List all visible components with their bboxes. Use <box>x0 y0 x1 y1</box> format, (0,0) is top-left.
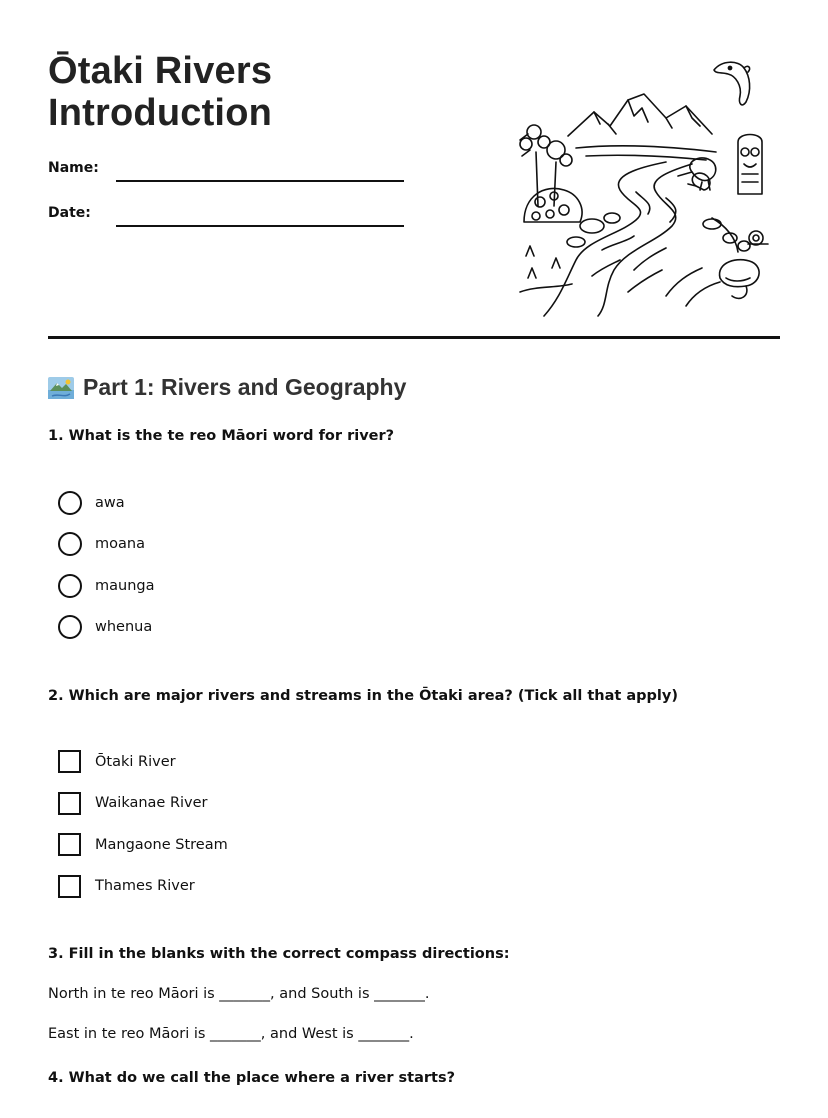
question-1-text: 1. What is the te reo Māori word for river? <box>48 428 395 444</box>
question-3-text: 3. Fill in the blanks with the correct compass directions: <box>48 946 510 962</box>
section-title <box>48 374 406 401</box>
radio-option[interactable] <box>58 607 154 649</box>
section-title-text: Part 1: Rivers and Geography <box>83 374 407 400</box>
flower-bush-icon <box>524 188 582 222</box>
huia-bird-icon <box>714 62 750 105</box>
option-label: whenua <box>95 619 153 636</box>
option-label: awa <box>95 494 125 511</box>
tree-icon <box>520 125 572 206</box>
checkbox-option[interactable] <box>58 824 228 866</box>
date-label: Date: <box>48 205 91 221</box>
worksheet-header <box>48 0 780 340</box>
fill-blank-line[interactable]: North in te reo Māori is _______, and South is _______. <box>48 986 430 1002</box>
title-line-1: Ōtaki Rivers <box>48 50 273 92</box>
date-write-line[interactable] <box>116 225 404 227</box>
river-landscape-illustration <box>516 56 780 318</box>
option-label: Thames River <box>95 878 195 895</box>
rocks-icon <box>567 213 750 251</box>
option-label: Ōtaki River <box>95 753 176 770</box>
checkbox[interactable] <box>58 750 81 773</box>
title-line-2: Introduction <box>48 92 273 134</box>
option-label: Mangaone Stream <box>95 836 228 853</box>
checkbox[interactable] <box>58 875 81 898</box>
option-label: moana <box>95 536 145 553</box>
checkbox[interactable] <box>58 792 81 815</box>
question-4-text: 4. What do we call the place where a river starts? <box>48 1070 456 1086</box>
eel-icon <box>720 260 760 299</box>
question-2-options <box>58 741 228 907</box>
checkbox[interactable] <box>58 833 81 856</box>
snail-icon <box>748 231 768 245</box>
checkbox-option[interactable] <box>58 783 228 825</box>
question-2-text: 2. Which are major rivers and streams in the Ōtaki area? (Tick all that apply) <box>48 688 678 704</box>
radio-button[interactable] <box>58 574 82 598</box>
header-divider <box>48 336 780 339</box>
radio-button[interactable] <box>58 532 82 556</box>
option-label: maunga <box>95 577 155 594</box>
tui-bird-icon <box>688 173 710 190</box>
question-1-options <box>58 482 154 648</box>
checkbox-option[interactable] <box>58 866 228 908</box>
radio-option[interactable] <box>58 524 154 566</box>
map-icon <box>48 377 74 399</box>
worksheet-page <box>48 0 780 1118</box>
radio-button[interactable] <box>58 491 82 515</box>
name-label: Name: <box>48 160 99 176</box>
option-label: Waikanae River <box>95 795 208 812</box>
radio-option[interactable] <box>58 565 154 607</box>
name-field[interactable] <box>48 160 408 190</box>
radio-option[interactable] <box>58 482 154 524</box>
radio-button[interactable] <box>58 615 82 639</box>
date-field[interactable] <box>48 205 408 235</box>
checkbox-option[interactable] <box>58 741 228 783</box>
fill-blank-line[interactable]: East in te reo Māori is _______, and West is _______. <box>48 1026 414 1042</box>
carved-pou-icon <box>738 135 762 195</box>
mountains-icon <box>568 94 712 136</box>
name-write-line[interactable] <box>116 180 404 182</box>
page-title <box>48 50 272 134</box>
